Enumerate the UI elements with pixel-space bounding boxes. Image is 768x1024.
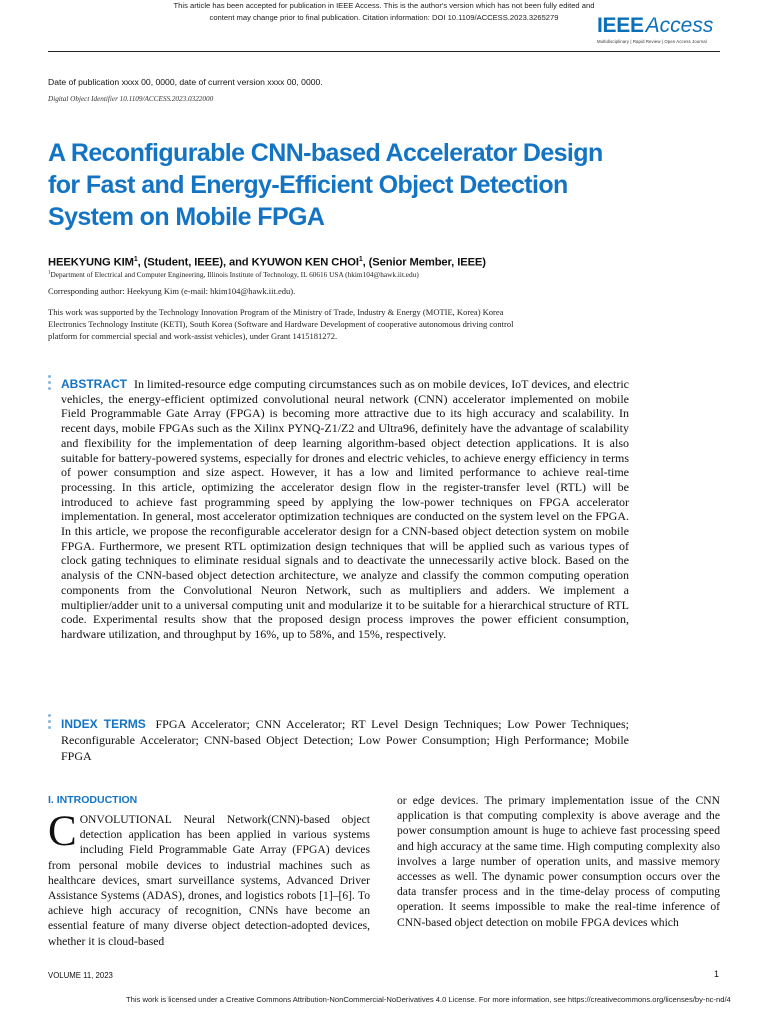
- corresponding-author: Corresponding author: Heekyung Kim (e-mail: hkim104@hawk.iit.edu).: [48, 286, 296, 296]
- author-1-affil-mark: 1: [133, 256, 138, 263]
- title-line-3: System on Mobile FPGA: [48, 203, 325, 231]
- logo-access: Access: [645, 14, 714, 37]
- title-line-2: for Fast and Energy-Efficient Object Detection: [48, 171, 568, 199]
- abstract-dots-icon: [48, 375, 53, 393]
- index-terms-dots-icon: [48, 714, 53, 732]
- author-2-affil-mark: 1: [358, 256, 363, 263]
- logo-tagline: Multidisciplinary | Rapid Review | Open Access Journal: [597, 39, 707, 44]
- volume-info: VOLUME 11, 2023: [48, 971, 113, 980]
- funding-line-1: This work was supported by the Technology Innovation Program of the Ministry of Trade, Industry & Energy (MOTIE, Korea) Korea: [48, 307, 504, 317]
- header-divider: [48, 51, 720, 52]
- logo-ieee: IEEE: [597, 14, 644, 37]
- title-line-1: A Reconfigurable CNN-based Accelerator Design: [48, 139, 603, 167]
- affiliation-mark: 1: [48, 270, 51, 276]
- intro-column-left: [48, 808, 370, 949]
- index-terms-label: INDEX TERMS: [61, 717, 146, 731]
- doi-identifier: Digital Object Identifier 10.1109/ACCESS.2023.0322000: [48, 95, 214, 103]
- funding-statement: [48, 306, 648, 343]
- introduction-heading: I. INTRODUCTION: [48, 794, 138, 806]
- author-2-name: KYUWON KEN CHOI: [251, 256, 359, 269]
- logo-wordmark: [597, 14, 722, 38]
- intro-column-right: [397, 793, 720, 930]
- author-list: [48, 256, 486, 269]
- intro-right-text: or edge devices. The primary implementation issue of the CNN application is that computing complexity is above average and the power consumption amount is huge to achieve fast processing speed and high accuracy at the same time. High computing complexity also involves a large number of operation units, and massive memory accesses as well. The dynamic power consumption occurs over the data transfer process and in the time-delay process of computing operation. It seems impossible to make the real-time inference of CNN-based object detection on mobile FPGA devices which: [397, 794, 720, 929]
- ieee-access-logo: [597, 14, 722, 44]
- license-notice: This work is licensed under a Creative Commons Attribution-NonCommercial-NoDerivatives 4.0 License. For more information, see https://creativecommons.org/licenses/by-nc-nd/4: [126, 995, 731, 1004]
- abstract-text: In limited-resource edge computing circumstances such as on mobile devices, IoT devices, and electric vehicles, the energy-efficient optimized convolutional neural network (CNN) accelerator implemented on mobile Field Programmable Gate Array (FPGA) is becoming more attractive due to its high accuracy and scalability. In recent days, mobile FPGAs such as the Xilinx PYNQ-Z1/Z2 and Ultra96, definitely have the advantage of scalability and flexibility for the implementation of deep learning algorithm-based object detection applications. It is also suitable for battery-powered systems, especially for drones and electric vehicles, to achieve energy efficiency in terms of power consumption and size aspect. However, it has a low and limited performance to achieve real-time processing. In this article, optimizing the accelerator design flow in the register-transfer level (RTL) will be introduced to achieve fast programming speed by applying the low-power techniques on FPGA accelerator implementation. In general, most accelerator optimization techniques are conducted on the system level on the FPGA. In this article, we propose the reconfigurable accelerator design for a CNN-based object detection system on mobile FPGA. Furthermore, we present RTL optimization design techniques that will be applied such as various types of clock gating techniques to eliminate residual signals and to deactivate the unnecessarily active block. Based on the analysis of the CNN-based object detection architecture, we analyze and classify the common computing operation components from the Convolutional Neuron Network, such as multipliers and adders. We implement a multiplier/adder unit to a universal computing unit and modularize it to be suitable for a hierarchical structure of RTL code. Experimental results show that the proposed design process improves the power efficient consumption, hardware utilization, and throughput by 16%, up to 58%, and 15%, respectively.: [61, 377, 629, 641]
- affiliation-text: Department of Electrical and Computer Engineering, Illinois Institute of Technology, IL 60616 USA (hkim104@hawk.iit.edu): [50, 270, 419, 279]
- notice-line-2: content may change prior to final publication. Citation information: DOI 10.1109/ACCESS.2023.3265279: [209, 13, 559, 22]
- page-number: 1: [714, 969, 720, 979]
- drop-cap: C: [48, 808, 77, 855]
- index-terms-block: [61, 716, 629, 764]
- author-1-role: , (Student, IEEE), and: [137, 256, 252, 269]
- affiliation: [48, 270, 419, 279]
- author-2-role: , (Senior Member, IEEE): [362, 256, 486, 269]
- intro-first-word: ONVOLUTIONAL: [79, 813, 172, 826]
- index-terms-text: FPGA Accelerator; CNN Accelerator; RT Level Design Techniques; Low Power Techniques; Reconfigurable Accelerator; CNN-based Object Detection; Low Power Consumption; High Performance; Mobile FPGA: [61, 717, 629, 763]
- funding-line-2: Electronics Technology Institute (KETI), South Korea (Software and Hardware Development of cooperative autonomous driving control: [48, 319, 514, 330]
- abstract-label: ABSTRACT: [61, 377, 127, 391]
- abstract-block: [61, 377, 629, 642]
- intro-left-text: Neural Network(CNN)-based object detection application has been applied in various systems including Field Programmable Gate Array (FPGA) devices from personal mobile devices to industrial machines such as healthcare devices, smart surveillance systems, Advanced Driver Assistance Systems (ADAS), drones, and logistics robots [1]–[6]. To achieve high accuracy of recognition, CNNs have become an essential feature of many diverse object detection-adopted devices, whether it is cloud-based: [48, 813, 370, 948]
- funding-line-3: platform for commercial special and work-assist vehicles), under Grant 1415181272.: [48, 331, 338, 342]
- paper-title: [48, 137, 728, 233]
- notice-line-1: This article has been accepted for publication in IEEE Access. This is the author's version which has not been fully edited and: [173, 1, 595, 10]
- publication-date: Date of publication xxxx 00, 0000, date of current version xxxx 00, 0000.: [48, 77, 323, 87]
- author-1-name: HEEKYUNG KIM: [48, 256, 134, 269]
